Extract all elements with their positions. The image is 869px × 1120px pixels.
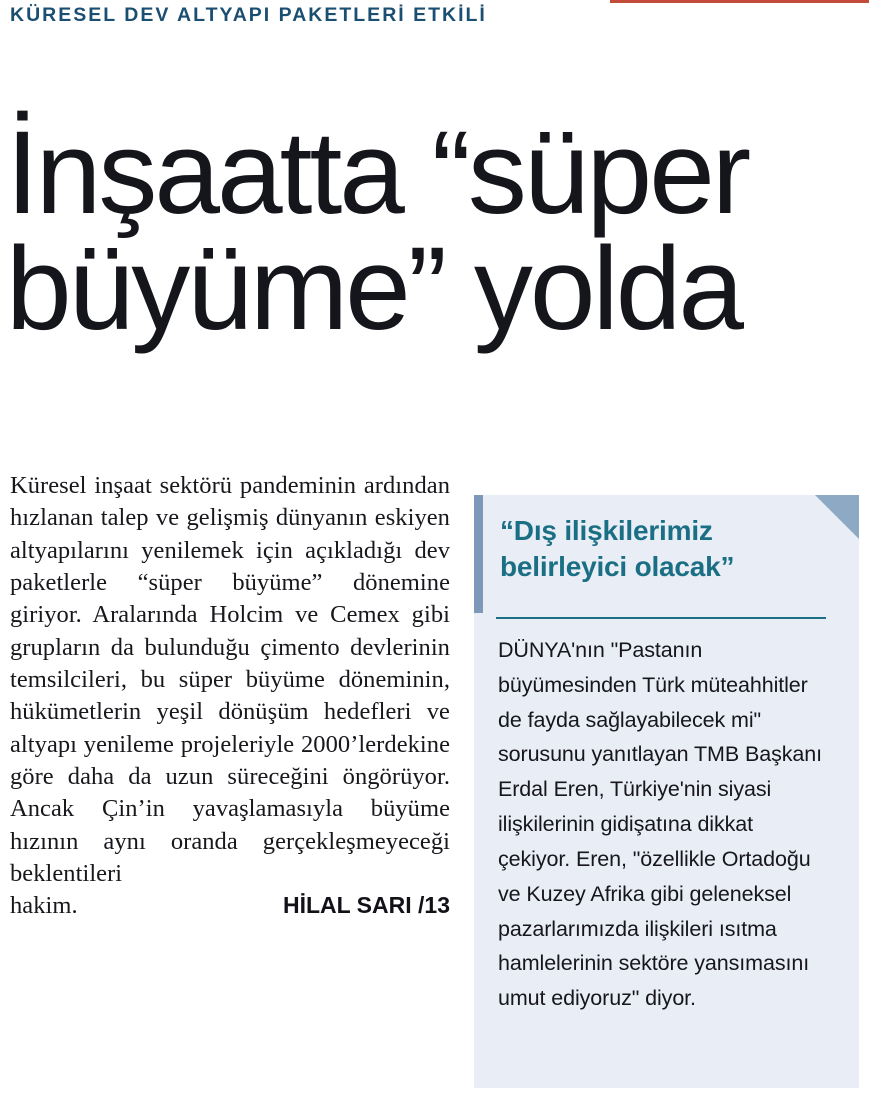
page-title: [6, 107, 864, 355]
article-body-last-word: hakim.: [10, 892, 78, 920]
top-rule-divider: [610, 0, 869, 3]
article-body-column: [10, 470, 450, 923]
article-byline: HİLAL SARI /13: [283, 892, 450, 919]
sidebar-accent-bar: [474, 495, 483, 613]
sidebar-title: “Dış ilişkilerimiz belirleyici olacak”: [500, 515, 735, 582]
headline-line-1: İnşaatta “süper: [6, 107, 749, 240]
headline-line-2: büyüme” yolda: [6, 222, 741, 355]
sidebar-callout-box: [474, 495, 859, 1088]
sidebar-body: [498, 633, 828, 1016]
byline-row: [10, 890, 450, 922]
sidebar-divider: [496, 617, 826, 619]
article-body-text: Küresel inşaat sektörü pandeminin ardından hızlanan talep ve gelişmiş dünyanın eskiyen altyapılarını yenilemek için açıkladığı dev paketlerle “süper büyüme” dönemine giriyor. Aralarında Holcim ve Cemex gibi grupların da bulunduğu çimento devlerinin temsilcileri, bu süper büyüme döneminin, hükümetlerin yeşil dönüşüm hedefleri ve altyapı yenileme projeleriyle 2000’lerdekine göre daha da uzun süreceğini öngörüyor. Ancak Çin’in yavaşlamasıyla büyüme hızının aynı oranda gerçekleşmeyeceği beklentileri: [10, 472, 450, 887]
sidebar-body-text: DÜNYA'nın "Pastanın büyümesinden Türk müteahhitler de fayda sağlayabilecek mi" sorusunu yanıtlayan TMB Başkanı Erdal Eren, Türkiye'nin siyasi ilişkilerinin gidişatına dikkat çekiyor. Eren, "özellikle Ortadoğu ve Kuzey Afrika gibi geleneksel pazarlarımızda ilişkileri ısıtma hamlelerinin sektöre yansımasını umut ediyoruz" diyor.: [498, 638, 822, 1011]
article-kicker: KÜRESEL DEV ALTYAPI PAKETLERİ ETKİLİ: [10, 4, 487, 26]
sidebar-corner-fold: [815, 495, 859, 539]
